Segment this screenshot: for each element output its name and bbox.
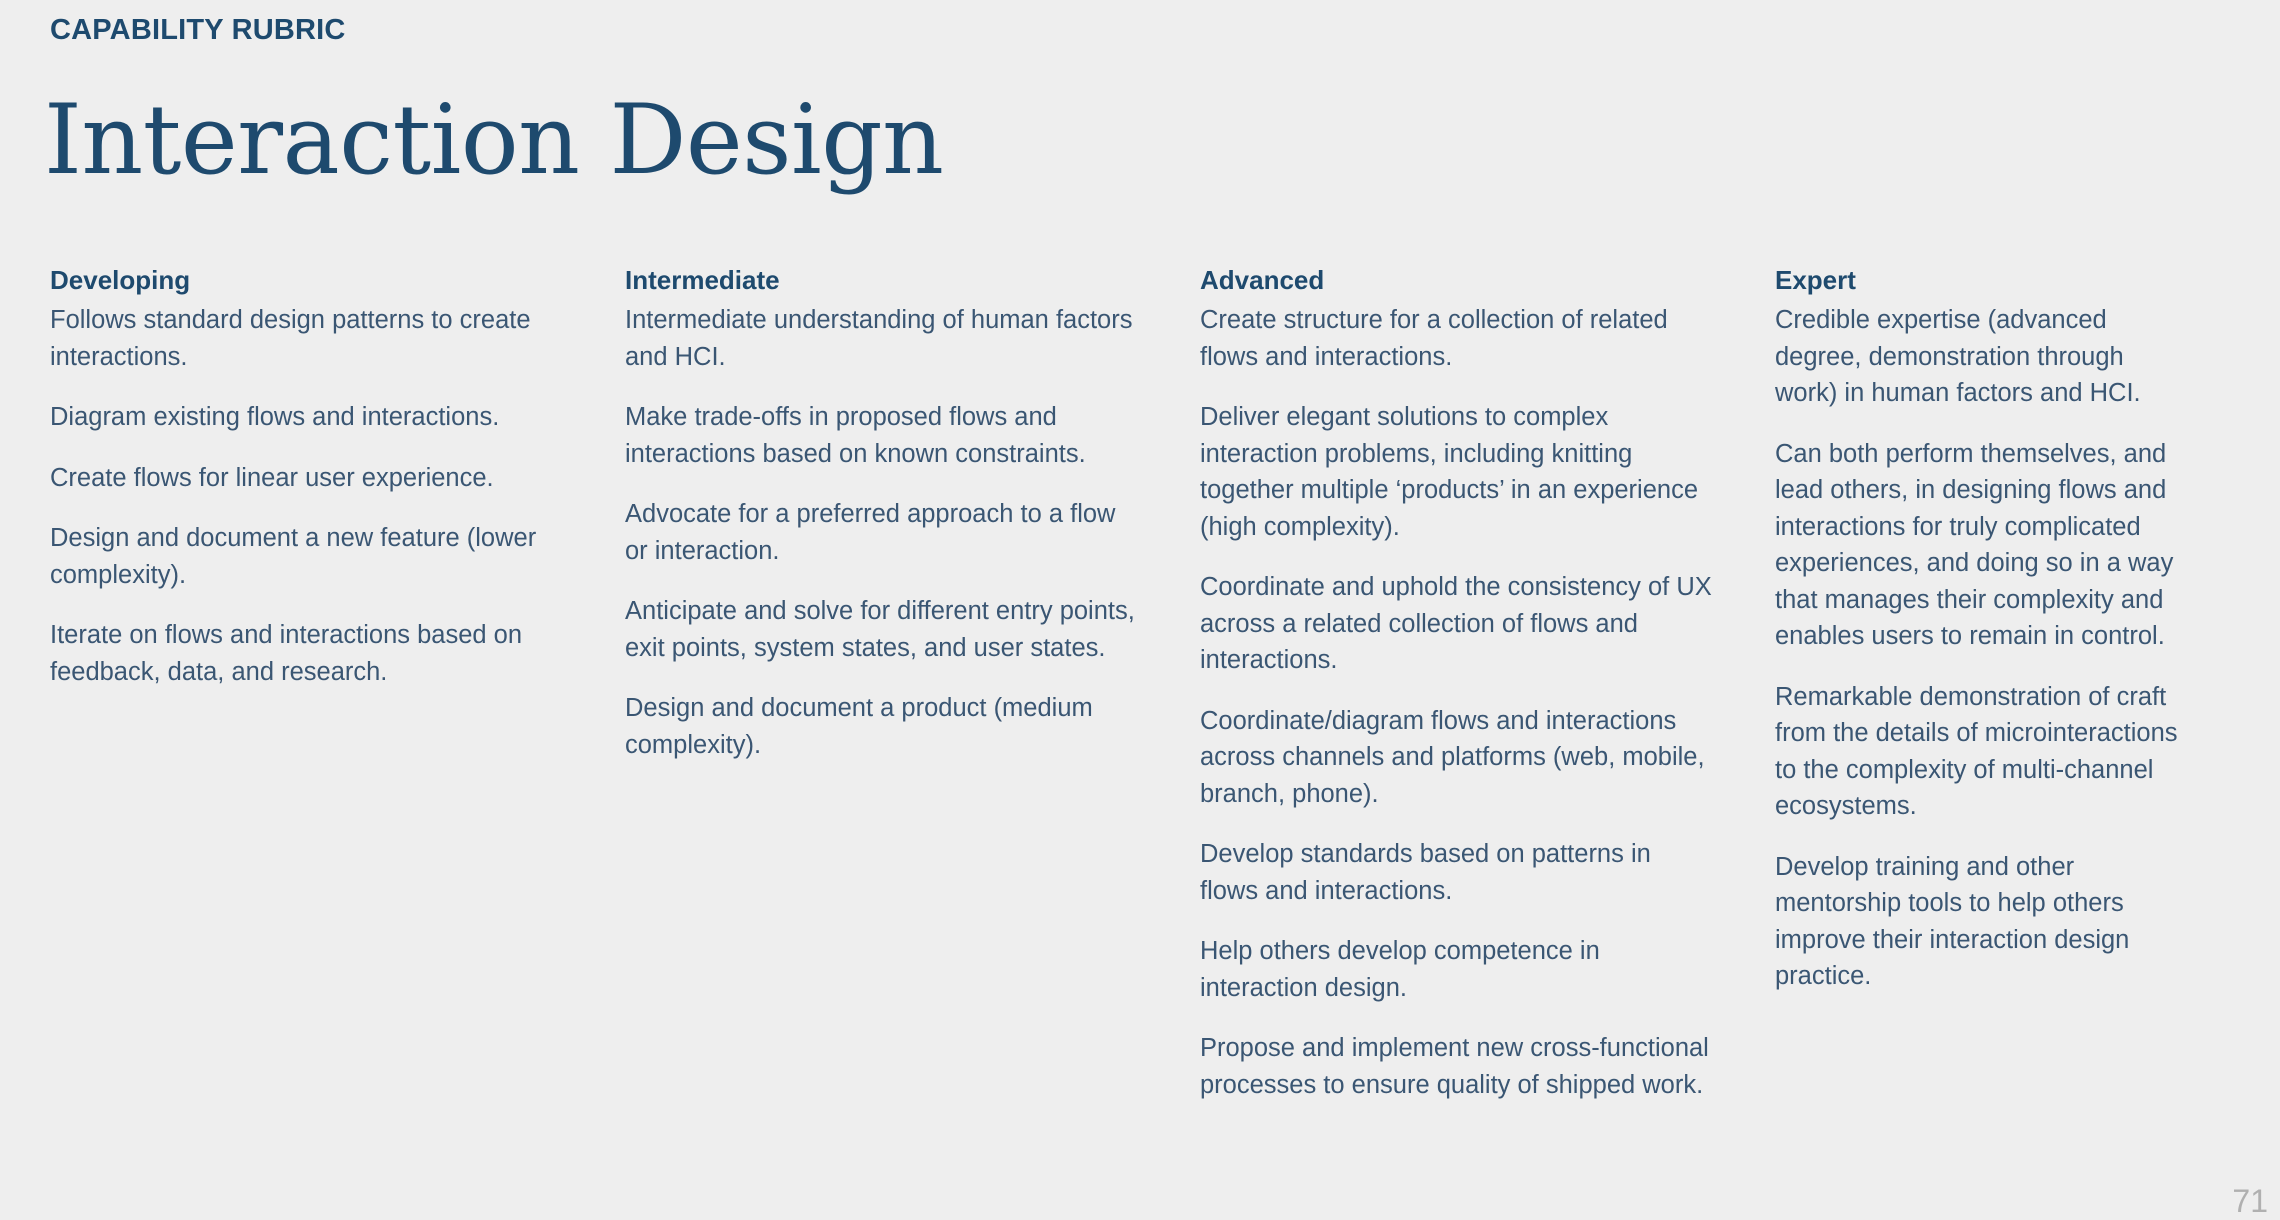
column-heading-developing: Developing (50, 265, 191, 295)
list-item: Deliver elegant solutions to complex interaction problems, including knitting together multiple ‘products’ in an experience (high complexity). (1200, 403, 1699, 541)
list-item: Diagram existing flows and interactions. (50, 403, 500, 431)
column-advanced (1200, 262, 1775, 1127)
section-eyebrow: CAPABILITY RUBRIC (50, 14, 346, 46)
column-developing (50, 262, 625, 1127)
list-item: Make trade-offs in proposed flows and interactions based on known constraints. (625, 403, 1086, 468)
list-item: Design and document a product (medium complexity). (625, 694, 1093, 759)
column-expert (1775, 262, 2250, 1127)
list-item: Propose and implement new cross-functional processes to ensure quality of shipped work. (1200, 1034, 1709, 1099)
page-number: 71 (2232, 1183, 2268, 1219)
list-item: Remarkable demonstration of craft from the details of microinteractions to the complexity of multi-channel ecosystems. (1775, 682, 2178, 820)
list-item: Iterate on flows and interactions based on feedback, data, and research. (50, 621, 523, 686)
list-item: Anticipate and solve for different entry points, exit points, system states, and user states. (625, 597, 1135, 662)
list-item: Help others develop competence in interaction design. (1200, 937, 1600, 1002)
list-item: Follows standard design patterns to create interactions. (50, 306, 531, 371)
column-intermediate (625, 262, 1200, 1127)
list-item: Can both perform themselves, and lead others, in designing flows and interactions for truly complicated experiences, and doing so in a way that manages their complexity and enables users to remain in control. (1775, 439, 2174, 650)
list-item: Credible expertise (advanced degree, demonstration through work) in human factors and HCI. (1775, 306, 2141, 407)
list-item: Develop training and other mentorship tools to help others improve their interaction design practice. (1775, 852, 2130, 990)
list-item: Create structure for a collection of related flows and interactions. (1200, 306, 1668, 371)
column-heading-advanced: Advanced (1200, 265, 1325, 295)
page-title: Interaction Design (44, 84, 944, 196)
list-item: Design and document a new feature (lower complexity). (50, 524, 537, 589)
column-heading-expert: Expert (1775, 265, 1856, 295)
list-item: Coordinate and uphold the consistency of UX across a related collection of flows and interactions. (1200, 573, 1712, 674)
list-item: Coordinate/diagram flows and interactions across channels and platforms (web, mobile, branch, phone). (1200, 706, 1705, 808)
list-item: Advocate for a preferred approach to a flow or interaction. (625, 500, 1116, 565)
list-item: Create flows for linear user experience. (50, 463, 494, 492)
list-item: Intermediate understanding of human factors and HCI. (625, 306, 1133, 371)
list-item: Develop standards based on patterns in flows and interactions. (1200, 840, 1651, 905)
column-heading-intermediate: Intermediate (625, 265, 780, 295)
rubric-columns (50, 262, 2250, 1127)
